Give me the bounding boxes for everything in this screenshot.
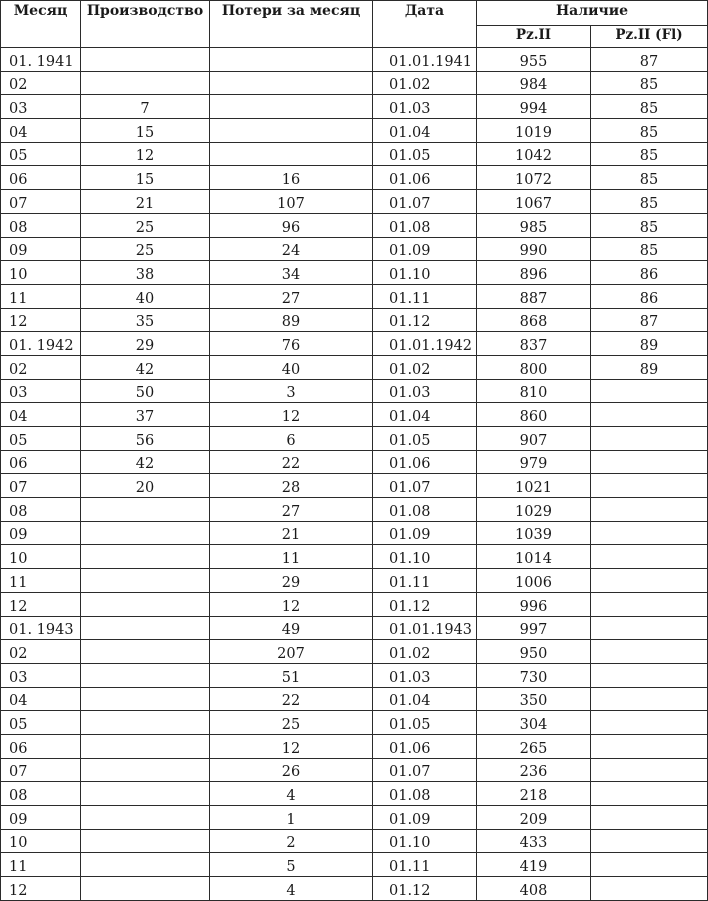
- cell-pz2: 1014: [477, 545, 591, 569]
- cell-losses: [210, 142, 373, 166]
- cell-losses: 207: [210, 640, 373, 664]
- cell-pz2-fl: [591, 616, 708, 640]
- cell-production: [81, 616, 210, 640]
- cell-date: 01.04: [373, 403, 477, 427]
- cell-date: 01.02: [373, 71, 477, 95]
- cell-production: [81, 711, 210, 735]
- cell-pz2: 1072: [477, 166, 591, 190]
- cell-pz2-fl: [591, 379, 708, 403]
- header-production: Производство: [81, 1, 210, 48]
- cell-date: 01.08: [373, 782, 477, 806]
- cell-production: [81, 663, 210, 687]
- cell-losses: 49: [210, 616, 373, 640]
- cell-production: 25: [81, 237, 210, 261]
- table-row: [1, 213, 708, 237]
- cell-pz2: 907: [477, 427, 591, 451]
- cell-losses: 26: [210, 758, 373, 782]
- cell-month: 11: [1, 853, 81, 877]
- cell-pz2-fl: [591, 853, 708, 877]
- cell-pz2: 265: [477, 734, 591, 758]
- cell-production: [81, 569, 210, 593]
- cell-production: [81, 521, 210, 545]
- table-row: [1, 48, 708, 72]
- cell-pz2: 304: [477, 711, 591, 735]
- cell-pz2: 979: [477, 450, 591, 474]
- cell-month: 08: [1, 498, 81, 522]
- cell-production: 15: [81, 166, 210, 190]
- cell-month: 06: [1, 450, 81, 474]
- cell-date: 01.06: [373, 166, 477, 190]
- cell-month: 12: [1, 592, 81, 616]
- cell-month: 04: [1, 687, 81, 711]
- cell-date: 01.08: [373, 213, 477, 237]
- cell-pz2: 1042: [477, 142, 591, 166]
- table-row: [1, 403, 708, 427]
- cell-losses: 51: [210, 663, 373, 687]
- cell-pz2: 984: [477, 71, 591, 95]
- table-row: [1, 379, 708, 403]
- table-row: [1, 450, 708, 474]
- cell-pz2-fl: 87: [591, 48, 708, 72]
- cell-pz2-fl: [591, 758, 708, 782]
- table-row: [1, 592, 708, 616]
- cell-date: 01.04: [373, 119, 477, 143]
- cell-losses: 22: [210, 687, 373, 711]
- cell-pz2: 868: [477, 308, 591, 332]
- cell-pz2-fl: 89: [591, 332, 708, 356]
- cell-date: 01.07: [373, 190, 477, 214]
- cell-pz2-fl: 85: [591, 190, 708, 214]
- cell-pz2: 800: [477, 355, 591, 379]
- cell-pz2: 860: [477, 403, 591, 427]
- table-row: [1, 877, 708, 901]
- header-availability: Наличие: [477, 1, 708, 26]
- cell-date: 01.12: [373, 877, 477, 901]
- cell-production: [81, 853, 210, 877]
- cell-date: 01.12: [373, 308, 477, 332]
- table-row: [1, 663, 708, 687]
- cell-month: 01. 1943: [1, 616, 81, 640]
- cell-pz2-fl: [591, 498, 708, 522]
- cell-pz2: 1067: [477, 190, 591, 214]
- cell-pz2: 730: [477, 663, 591, 687]
- cell-production: 12: [81, 142, 210, 166]
- cell-pz2-fl: 89: [591, 355, 708, 379]
- cell-losses: 5: [210, 853, 373, 877]
- cell-date: 01.07: [373, 758, 477, 782]
- cell-pz2: 433: [477, 829, 591, 853]
- cell-month: 10: [1, 829, 81, 853]
- table-row: [1, 734, 708, 758]
- cell-date: 01.05: [373, 711, 477, 735]
- header-date: Дата: [373, 1, 477, 48]
- table-row: [1, 829, 708, 853]
- cell-production: 29: [81, 332, 210, 356]
- cell-date: 01.12: [373, 592, 477, 616]
- cell-month: 07: [1, 758, 81, 782]
- cell-pz2: 419: [477, 853, 591, 877]
- cell-pz2: 1019: [477, 119, 591, 143]
- table-row: [1, 687, 708, 711]
- cell-pz2: 408: [477, 877, 591, 901]
- table-row: [1, 237, 708, 261]
- cell-month: 09: [1, 237, 81, 261]
- table-row: [1, 616, 708, 640]
- cell-pz2-fl: 85: [591, 71, 708, 95]
- cell-date: 01.09: [373, 806, 477, 830]
- cell-date: 01.05: [373, 142, 477, 166]
- cell-date: 01.11: [373, 284, 477, 308]
- cell-pz2-fl: [591, 734, 708, 758]
- cell-date: 01.09: [373, 521, 477, 545]
- cell-pz2-fl: [591, 711, 708, 735]
- cell-date: 01.03: [373, 95, 477, 119]
- cell-pz2-fl: [591, 877, 708, 901]
- table-body: [1, 48, 708, 901]
- cell-pz2: 996: [477, 592, 591, 616]
- cell-pz2-fl: [591, 569, 708, 593]
- cell-date: 01.11: [373, 853, 477, 877]
- cell-production: [81, 734, 210, 758]
- header-pz2: Pz.II: [477, 26, 591, 48]
- cell-month: 07: [1, 190, 81, 214]
- cell-month: 06: [1, 734, 81, 758]
- cell-pz2: 837: [477, 332, 591, 356]
- cell-pz2-fl: 85: [591, 237, 708, 261]
- table-row: [1, 474, 708, 498]
- cell-pz2-fl: [591, 640, 708, 664]
- table-row: [1, 806, 708, 830]
- cell-date: 01.01.1941: [373, 48, 477, 72]
- cell-date: 01.02: [373, 355, 477, 379]
- cell-pz2: 209: [477, 806, 591, 830]
- cell-date: 01.10: [373, 545, 477, 569]
- cell-date: 01.04: [373, 687, 477, 711]
- cell-month: 01. 1942: [1, 332, 81, 356]
- cell-pz2-fl: [591, 427, 708, 451]
- cell-production: [81, 687, 210, 711]
- cell-losses: 1: [210, 806, 373, 830]
- cell-pz2-fl: 85: [591, 95, 708, 119]
- table-row: [1, 71, 708, 95]
- table-row: [1, 427, 708, 451]
- cell-production: 21: [81, 190, 210, 214]
- table-row: [1, 166, 708, 190]
- table-row: [1, 711, 708, 735]
- table-row: [1, 498, 708, 522]
- cell-losses: [210, 95, 373, 119]
- cell-pz2-fl: [591, 592, 708, 616]
- cell-losses: 12: [210, 734, 373, 758]
- table-row: [1, 142, 708, 166]
- cell-production: 7: [81, 95, 210, 119]
- cell-month: 12: [1, 308, 81, 332]
- cell-month: 03: [1, 95, 81, 119]
- cell-month: 05: [1, 711, 81, 735]
- cell-losses: 96: [210, 213, 373, 237]
- cell-losses: 16: [210, 166, 373, 190]
- cell-losses: 34: [210, 261, 373, 285]
- cell-pz2: 1029: [477, 498, 591, 522]
- cell-losses: 27: [210, 284, 373, 308]
- table-row: [1, 640, 708, 664]
- cell-production: [81, 48, 210, 72]
- cell-month: 06: [1, 166, 81, 190]
- cell-pz2-fl: [591, 450, 708, 474]
- cell-production: 38: [81, 261, 210, 285]
- cell-pz2-fl: 86: [591, 284, 708, 308]
- table-row: [1, 284, 708, 308]
- cell-losses: 2: [210, 829, 373, 853]
- cell-production: [81, 498, 210, 522]
- table-row: [1, 782, 708, 806]
- table-row: [1, 521, 708, 545]
- cell-month: 07: [1, 474, 81, 498]
- header-month: Месяц: [1, 1, 81, 48]
- cell-pz2: 1006: [477, 569, 591, 593]
- cell-month: 10: [1, 261, 81, 285]
- cell-date: 01.06: [373, 734, 477, 758]
- cell-losses: 25: [210, 711, 373, 735]
- cell-month: 02: [1, 355, 81, 379]
- cell-losses: 12: [210, 403, 373, 427]
- cell-date: 01.06: [373, 450, 477, 474]
- cell-pz2-fl: [591, 687, 708, 711]
- cell-production: [81, 782, 210, 806]
- cell-pz2: 955: [477, 48, 591, 72]
- cell-date: 01.10: [373, 829, 477, 853]
- cell-losses: 40: [210, 355, 373, 379]
- cell-losses: 28: [210, 474, 373, 498]
- cell-pz2-fl: 85: [591, 119, 708, 143]
- cell-date: 01.01.1943: [373, 616, 477, 640]
- cell-losses: 11: [210, 545, 373, 569]
- cell-month: 01. 1941: [1, 48, 81, 72]
- cell-production: 50: [81, 379, 210, 403]
- cell-month: 04: [1, 403, 81, 427]
- cell-date: 01.10: [373, 261, 477, 285]
- cell-month: 11: [1, 569, 81, 593]
- cell-losses: 76: [210, 332, 373, 356]
- cell-date: 01.08: [373, 498, 477, 522]
- cell-losses: 24: [210, 237, 373, 261]
- cell-date: 01.03: [373, 379, 477, 403]
- cell-month: 03: [1, 379, 81, 403]
- cell-date: 01.07: [373, 474, 477, 498]
- cell-losses: 89: [210, 308, 373, 332]
- header-losses: Потери за месяц: [210, 1, 373, 48]
- table-row: [1, 332, 708, 356]
- cell-month: 08: [1, 213, 81, 237]
- cell-pz2-fl: [591, 782, 708, 806]
- cell-losses: [210, 71, 373, 95]
- cell-production: 40: [81, 284, 210, 308]
- cell-losses: 27: [210, 498, 373, 522]
- table-row: [1, 355, 708, 379]
- cell-production: 20: [81, 474, 210, 498]
- cell-month: 11: [1, 284, 81, 308]
- cell-losses: 4: [210, 782, 373, 806]
- cell-losses: 6: [210, 427, 373, 451]
- cell-pz2-fl: [591, 521, 708, 545]
- cell-production: [81, 71, 210, 95]
- cell-pz2: 997: [477, 616, 591, 640]
- table-row: [1, 758, 708, 782]
- cell-pz2-fl: [591, 806, 708, 830]
- cell-month: 05: [1, 427, 81, 451]
- cell-month: 03: [1, 663, 81, 687]
- cell-month: 02: [1, 640, 81, 664]
- cell-losses: 107: [210, 190, 373, 214]
- table-header: [1, 1, 708, 48]
- cell-losses: 21: [210, 521, 373, 545]
- cell-production: 56: [81, 427, 210, 451]
- table-row: [1, 853, 708, 877]
- cell-month: 10: [1, 545, 81, 569]
- cell-losses: [210, 48, 373, 72]
- cell-pz2-fl: [591, 403, 708, 427]
- cell-production: [81, 758, 210, 782]
- cell-pz2-fl: 85: [591, 166, 708, 190]
- cell-pz2-fl: [591, 474, 708, 498]
- cell-production: 15: [81, 119, 210, 143]
- cell-pz2-fl: 85: [591, 142, 708, 166]
- cell-production: 37: [81, 403, 210, 427]
- cell-pz2: 994: [477, 95, 591, 119]
- cell-losses: 3: [210, 379, 373, 403]
- table-row: [1, 569, 708, 593]
- cell-production: [81, 877, 210, 901]
- cell-pz2: 896: [477, 261, 591, 285]
- cell-pz2: 350: [477, 687, 591, 711]
- cell-pz2-fl: 87: [591, 308, 708, 332]
- cell-production: [81, 640, 210, 664]
- cell-pz2-fl: [591, 829, 708, 853]
- cell-pz2: 950: [477, 640, 591, 664]
- cell-pz2: 218: [477, 782, 591, 806]
- cell-losses: 12: [210, 592, 373, 616]
- cell-losses: 29: [210, 569, 373, 593]
- cell-pz2: 810: [477, 379, 591, 403]
- cell-date: 01.01.1942: [373, 332, 477, 356]
- cell-pz2: 236: [477, 758, 591, 782]
- cell-date: 01.11: [373, 569, 477, 593]
- cell-pz2: 990: [477, 237, 591, 261]
- cell-production: 25: [81, 213, 210, 237]
- cell-pz2-fl: [591, 545, 708, 569]
- cell-pz2: 1039: [477, 521, 591, 545]
- cell-month: 08: [1, 782, 81, 806]
- cell-losses: 22: [210, 450, 373, 474]
- cell-production: [81, 829, 210, 853]
- cell-date: 01.09: [373, 237, 477, 261]
- table-row: [1, 119, 708, 143]
- cell-month: 05: [1, 142, 81, 166]
- cell-production: [81, 545, 210, 569]
- cell-losses: 4: [210, 877, 373, 901]
- cell-pz2: 1021: [477, 474, 591, 498]
- cell-month: 12: [1, 877, 81, 901]
- cell-pz2: 985: [477, 213, 591, 237]
- table-row: [1, 95, 708, 119]
- cell-pz2-fl: [591, 663, 708, 687]
- cell-pz2-fl: 85: [591, 213, 708, 237]
- cell-month: 02: [1, 71, 81, 95]
- cell-production: 42: [81, 450, 210, 474]
- cell-pz2: 887: [477, 284, 591, 308]
- cell-month: 09: [1, 806, 81, 830]
- header-pz2-fl: Pz.II (Fl): [591, 26, 708, 48]
- table-row: [1, 545, 708, 569]
- table-row: [1, 190, 708, 214]
- cell-production: [81, 592, 210, 616]
- cell-month: 09: [1, 521, 81, 545]
- cell-date: 01.03: [373, 663, 477, 687]
- cell-production: [81, 806, 210, 830]
- table-row: [1, 308, 708, 332]
- cell-pz2-fl: 86: [591, 261, 708, 285]
- cell-production: 35: [81, 308, 210, 332]
- cell-month: 04: [1, 119, 81, 143]
- cell-production: 42: [81, 355, 210, 379]
- table-row: [1, 261, 708, 285]
- cell-date: 01.05: [373, 427, 477, 451]
- cell-date: 01.02: [373, 640, 477, 664]
- cell-losses: [210, 119, 373, 143]
